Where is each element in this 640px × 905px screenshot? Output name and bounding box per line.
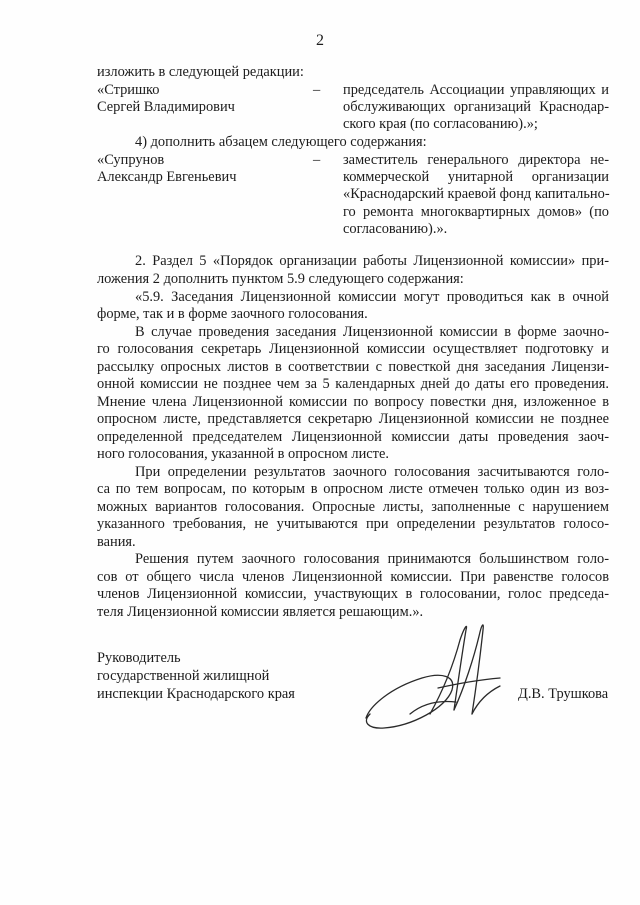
body-line: 2. Раздел 5 «Порядок организации работы Лицензионной комиссии» при- [135,253,609,269]
signatory-position-line: государственной жилищной [97,668,270,684]
body-line: определенной председателем Лицензионной комиссии даты проведения заоч- [97,429,609,445]
body-line: сов от общего числа членов Лицензионной комиссии. При равенстве голосов [97,569,609,585]
member-position-line: ского края (по согласованию).»; [343,116,538,132]
body-line: са по тем вопросам, по которым в опросном листе отмечен только один из воз- [97,481,609,497]
signatory-position-line: инспекции Краснодарского края [97,686,295,702]
member-position-line: «Краснодарский краевой фонд капитально- [343,186,610,202]
handwritten-signature [360,618,508,736]
intro-line: изложить в следующей редакции: [97,64,304,80]
body-line: ложения 2 дополнить пунктом 5.9 следующего содержания: [97,271,464,287]
body-line: В случае проведения заседания Лицензионной комиссии в форме заочно- [135,324,609,340]
member-position-line: председатель Ассоциации управляющих и [343,82,609,98]
signatory-name: Д.В. Трушкова [518,686,609,702]
body-line: вания. [97,534,136,550]
body-line: опросном листе, представляется секретарю Лицензионной комиссии не позднее [97,411,609,427]
member-surname: «Супрунов [97,152,165,168]
member-position-line: согласованию).». [343,221,448,237]
member-position-line: обслуживающих организаций Краснодар- [343,99,609,115]
body-line: членов Лицензионной комиссии, участвующих в голосовании, голос председа- [97,586,609,602]
body-line: Решения путем заочного голосования принимаются большинством голо- [135,551,609,567]
item-4-line: 4) дополнить абзацем следующего содержания: [135,134,427,150]
body-line: го голосования секретарь Лицензионной комиссии осуществляет подготовку и [97,341,609,357]
body-line: форме, так и в форме заочного голосования. [97,306,368,322]
member-position-line: заместитель генерального директора не- [343,152,609,168]
body-line: Мнение члена Лицензионной комиссии по вопросу повестки дня, изложенное в [97,394,609,410]
member-position-line: го ремонта многоквартирных домов» (по [343,204,609,220]
body-line: указанного требования, не учитываются при определении результатов голосо- [97,516,609,532]
body-line: «5.9. Заседания Лицензионной комиссии могут проводиться как в очной [135,289,609,305]
body-line: рассылку опросных листов в соответствии с повесткой дня заседания Лицензи- [97,359,609,375]
member-name: Сергей Владимирович [97,99,235,115]
body-line: онной комиссии не позднее чем за 5 календарных дней до даты его проведения. [97,376,609,392]
entry-dash: – [313,152,321,168]
body-line: можных вариантов голосования. Опросные листы, заполненные с нарушением [97,499,609,515]
member-surname: «Стришко [97,82,160,98]
entry-dash: – [313,82,321,98]
member-position-line: коммерческой унитарной организации [343,169,609,185]
signatory-position-line: Руководитель [97,650,181,666]
member-name: Александр Евгеньевич [97,169,237,185]
body-line: теля Лицензионной комиссии является решающим.». [97,604,424,620]
body-line: ного голосования, указанной в опросном листе. [97,446,389,462]
page-number: 2 [316,32,324,49]
body-line: При определении результатов заочного голосования засчитываются голо- [135,464,609,480]
